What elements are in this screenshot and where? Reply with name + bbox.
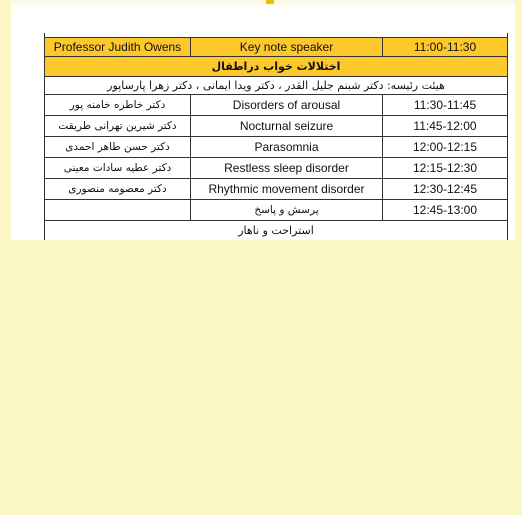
qa-label: پرسش و پاسخ — [190, 200, 383, 220]
panel-row — [45, 76, 507, 94]
talk-topic: Disorders of arousal — [190, 95, 383, 115]
talk-time: 12:00-12:15 — [412, 140, 478, 154]
talk-time: 12:30-12:45 — [412, 182, 478, 196]
talk-topic: Rhythmic movement disorder — [190, 179, 383, 199]
talk-topic: Restless sleep disorder — [190, 158, 383, 178]
schedule-table — [44, 33, 508, 240]
talk-time: 11:30-11:45 — [413, 98, 477, 112]
qa-row — [45, 199, 507, 220]
section-header-row — [45, 56, 507, 76]
table-row — [45, 178, 507, 199]
table-row — [45, 94, 507, 115]
keynote-speaker-name: Professor Judith Owens — [53, 40, 182, 54]
speaker-name: دکتر معصومه منصوری — [68, 183, 167, 195]
qa-time: 12:45-13:00 — [412, 203, 478, 217]
speaker-name: دکتر عطیه سادات معینی — [63, 162, 172, 174]
talk-topic: Parasomnia — [190, 137, 383, 157]
top-mark — [266, 0, 274, 4]
top-strip — [11, 0, 515, 5]
table-row — [45, 136, 507, 157]
talk-time: 12:15-12:30 — [412, 161, 478, 175]
schedule-sheet — [11, 0, 515, 240]
table-row — [45, 157, 507, 178]
break-label: استراحت و ناهار — [238, 224, 314, 237]
qa-name-cell — [45, 200, 190, 220]
break-row — [45, 220, 507, 240]
section-title: اختلالات خواب دراطفال — [211, 60, 341, 73]
speaker-name: دکتر شیرین تهرانی طریقت — [58, 120, 177, 132]
keynote-title: Key note speaker — [190, 38, 383, 56]
table-row — [45, 115, 507, 136]
keynote-row — [45, 37, 507, 56]
speaker-name: دکتر خاطره خامنه پور — [69, 99, 166, 111]
panel-members: هیئت رئیسه: دکتر شبنم جلیل القدر ، دکتر ویدا ایمانی ، دکتر زهرا پارساپور — [107, 79, 445, 92]
talk-topic: Nocturnal seizure — [190, 116, 383, 136]
keynote-time: 11:00-11:30 — [413, 40, 477, 54]
talk-time: 11:45-12:00 — [413, 119, 477, 133]
speaker-name: دکتر حسن طاهر احمدی — [65, 141, 170, 153]
